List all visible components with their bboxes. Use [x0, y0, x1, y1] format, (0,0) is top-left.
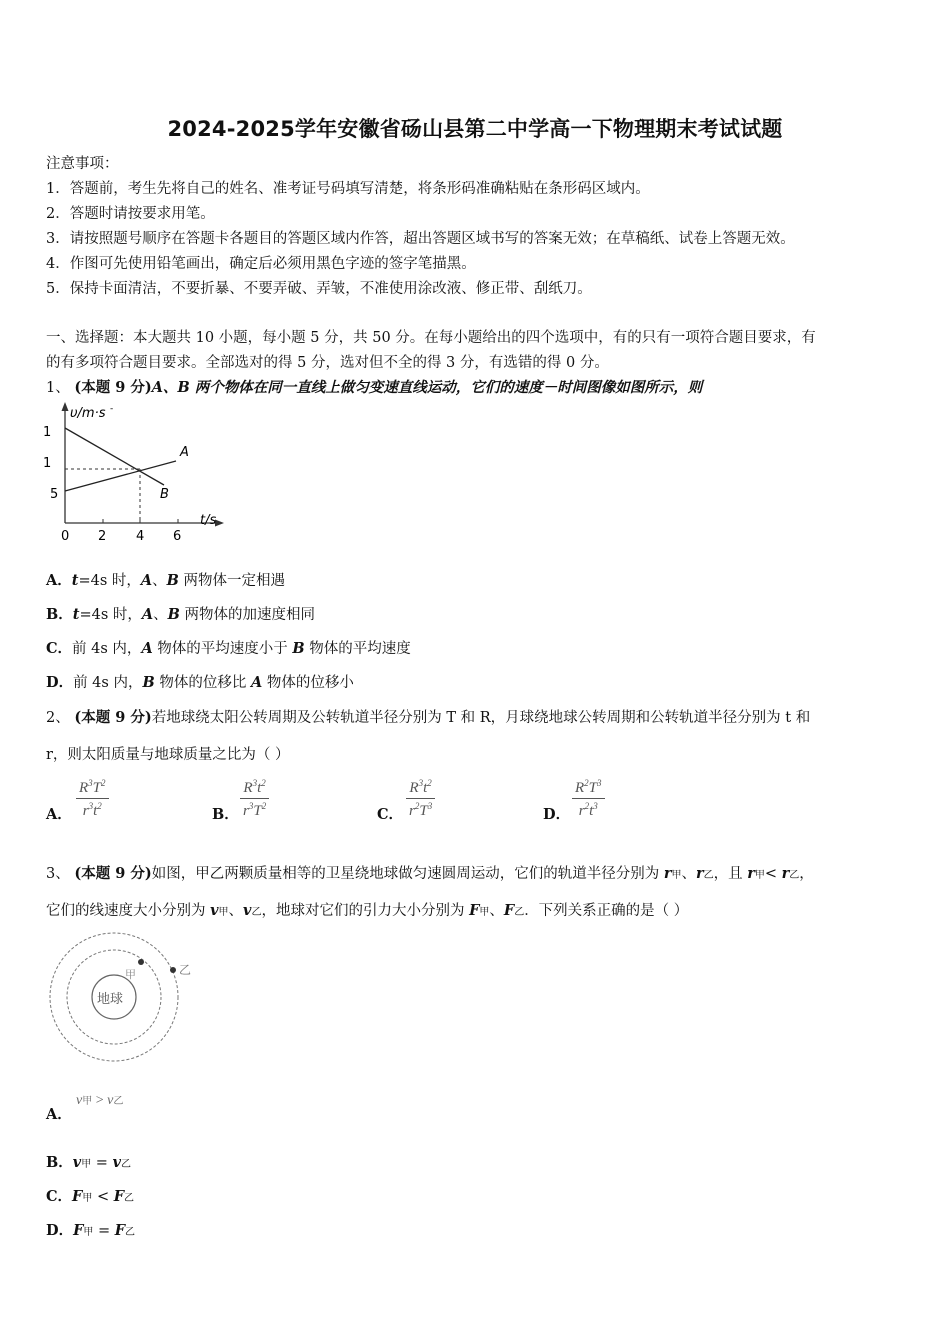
- q3-stem-line2: 它们的线速度大小分别为 v甲、v乙，地球对它们的引力大小分别为 F甲、F乙．下列关系正确的是（ ）: [46, 902, 689, 919]
- q2-stem-line2: r，则太阳质量与地球质量之比为（ ）: [46, 747, 290, 763]
- satellite-yi-label: 乙: [179, 963, 192, 977]
- x-tick-label-6: 6: [173, 529, 182, 544]
- q1-option-c[interactable]: C．前 4s 内，A 物体的平均速度小于 B 物体的平均速度: [46, 640, 411, 657]
- q1-option-a[interactable]: A．t=4s 时，A、B 两物体一定相遇: [46, 572, 286, 589]
- x-axis-arrow-icon: [215, 520, 224, 527]
- q3-orbit-figure: [42, 928, 202, 1068]
- q2-option-b-letter[interactable]: B．: [212, 806, 239, 823]
- notice-heading: 注意事项：: [46, 156, 119, 172]
- q3-option-a-expr[interactable]: v甲 > v乙: [76, 1093, 124, 1108]
- x-tick-label-2: 2: [98, 529, 107, 544]
- y-tick-label-mid: 1: [43, 456, 52, 471]
- q1-score: (本题 9 分): [74, 379, 152, 396]
- q1-number: 1、: [46, 380, 70, 396]
- x-axis-label: t/s: [200, 513, 217, 528]
- y-tick-label-top: 1: [43, 425, 52, 440]
- q3-option-c[interactable]: C．F甲 < F乙: [46, 1188, 135, 1205]
- q1-vt-graph: [30, 398, 230, 548]
- y-axis-label-sup: -: [110, 404, 114, 414]
- q2-option-c-letter[interactable]: C．: [377, 806, 404, 823]
- q3-stem-line1: 3、 (本题 9 分)如图，甲乙两颗质量相等的卫星绕地球做匀速圆周运动，它们的轨道半径分别为 r甲、r乙，且 r甲< r乙，: [46, 865, 814, 882]
- q3-option-a[interactable]: A．: [46, 1106, 72, 1123]
- q2-option-a-letter[interactable]: A．: [46, 806, 72, 823]
- q2-option-a-fraction[interactable]: $R^3T^2$ $r^3t^2$: [76, 778, 109, 820]
- q1-stem: [46, 376, 702, 397]
- notice-item-4: 4．作图可先使用铅笔画出，确定后必须用黑色字迹的签字笔描黑。: [46, 256, 476, 272]
- page-title: 2024-2025学年安徽省砀山县第二中学高一下物理期末考试试题: [167, 117, 783, 141]
- q2-stem-line1: 2、 (本题 9 分)若地球绕太阳公转周期及公转轨道半径分别为 T 和 R，月球绕地球公转周期和公转轨道半径分别为 t 和: [46, 709, 811, 726]
- notice-item-1: 1．答题前，考生先将自己的姓名、准考证号码填写清楚，将条形码准确粘贴在条形码区域内。: [46, 181, 650, 197]
- satellite-yi: [170, 967, 176, 973]
- line-b-label: B: [160, 487, 169, 502]
- y-tick-label-low: 5: [50, 487, 59, 502]
- line-b: [65, 428, 164, 485]
- y-axis-label: υ/m·s: [70, 406, 106, 421]
- q2-option-c-fraction[interactable]: $R^3t^2$ $r^2T^3$: [406, 778, 435, 820]
- line-a-label: A: [180, 445, 189, 460]
- q1-stem-text: A、B 两个物体在同一直线上做匀变速直线运动，它们的速度－时间图像如图所示，则: [151, 379, 703, 396]
- notice-item-5: 5．保持卡面清洁，不要折暴、不要弄破、弄皱，不准使用涂改液、修正带、刮纸刀。: [46, 281, 592, 297]
- q3-option-d[interactable]: D．F甲 = F乙: [46, 1222, 136, 1239]
- earth-label: 地球: [97, 992, 124, 1007]
- q2-option-d-fraction[interactable]: $R^2T^3$ $r^2t^3$: [572, 778, 605, 820]
- notice-item-3: 3．请按照题号顺序在答题卡各题目的答题区域内作答，超出答题区域书写的答案无效；在草稿纸、试卷上答题无效。: [46, 231, 795, 247]
- notice-item-2: 2．答题时请按要求用笔。: [46, 206, 215, 222]
- q2-option-d-letter[interactable]: D．: [543, 806, 571, 823]
- satellite-jia-label: 甲: [125, 968, 136, 981]
- x-tick-label-4: 4: [136, 529, 145, 544]
- section-instruction-line2: 的有多项符合题目要求。全部选对的得 5 分，选对但不全的得 3 分，有选错的得 0 分。: [46, 355, 609, 371]
- q3-option-b[interactable]: B．v甲 = v乙: [46, 1154, 132, 1171]
- q2-option-b-fraction[interactable]: $R^3t^2$ $r^3T^2$: [240, 778, 269, 820]
- satellite-jia: [138, 959, 144, 965]
- q1-option-d[interactable]: D．前 4s 内，B 物体的位移比 A 物体的位移小: [46, 674, 354, 691]
- section-instruction-line1: 一、选择题：本大题共 10 小题，每小题 5 分，共 50 分。在每小题给出的四个选项中，有的只有一项符合题目要求，有: [46, 330, 816, 346]
- q1-option-b[interactable]: B．t=4s 时，A、B 两物体的加速度相同: [46, 606, 316, 623]
- y-axis-arrow-icon: [62, 402, 69, 411]
- x-tick-label-0: 0: [61, 529, 70, 544]
